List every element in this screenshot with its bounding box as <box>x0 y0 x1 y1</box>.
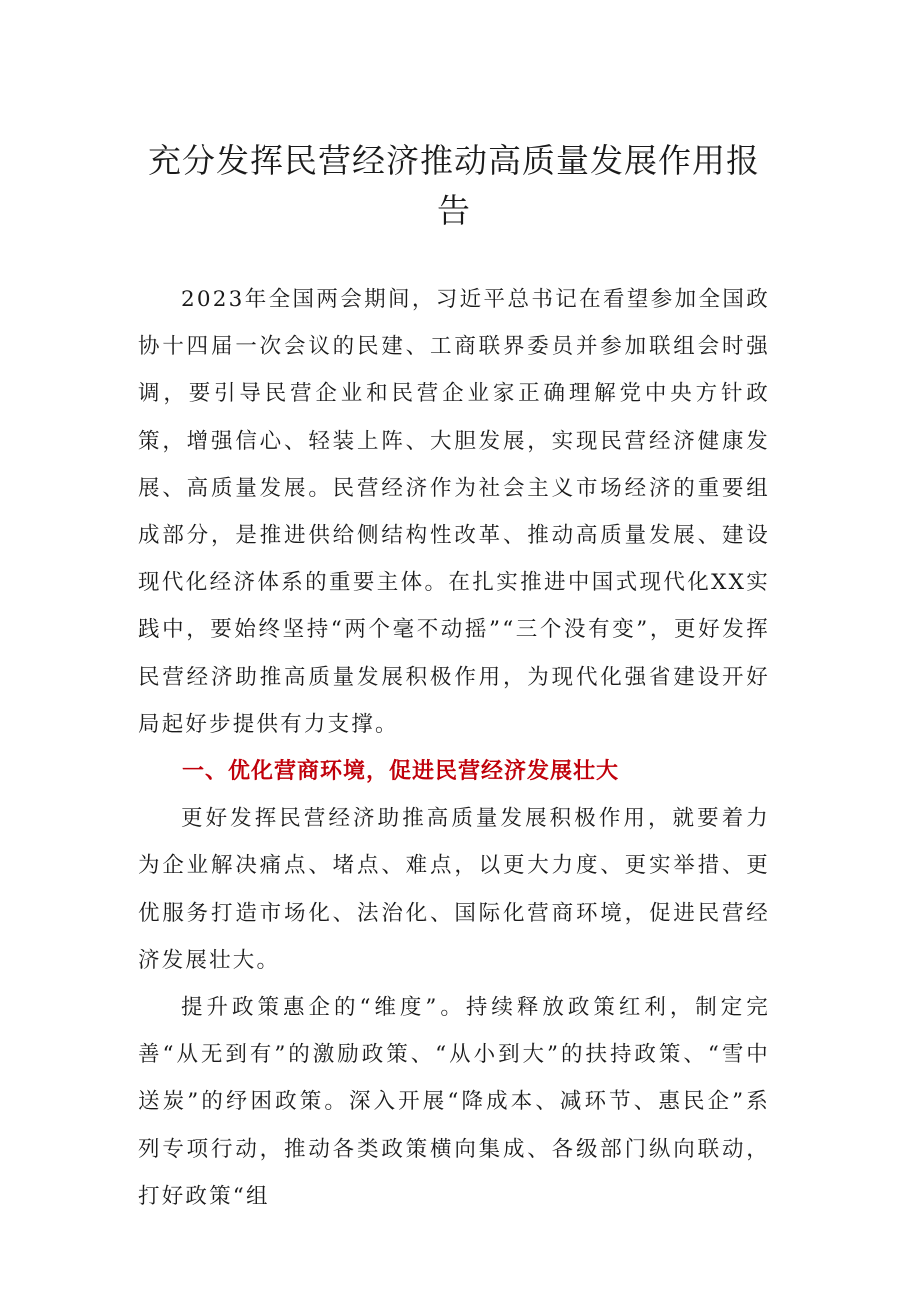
document-body <box>138 276 770 1220</box>
section-heading: 一、优化营商环境，促进民营经济发展壮大 <box>182 759 620 785</box>
section-paragraph-2: 提升政策惠企的“维度”。持续释放政策红利，制定完善“从无到有”的激励政策、“从小到大”的扶持政策、“雪中送炭”的纾困政策。深入开展“降成本、减环节、惠民企”系列专项行动，推动各类政策横向集成、各级部门纵向联动，打好政策“组 <box>138 995 770 1209</box>
intro-paragraph: 2023年全国两会期间，习近平总书记在看望参加全国政协十四届一次会议的民建、工商联界委员并参加联组会时强调，要引导民营企业和民营企业家正确理解党中央方针政策，增强信心、轻装上阵、大胆发展，实现民营经济健康发展、高质量发展。民营经济作为社会主义市场经济的重要组成部分，是推进供给侧结构性改革、推动高质量发展、建设现代化经济体系的重要主体。在扎实推进中国式现代化XX实践中，要始终坚持“两个毫不动摇”“三个没有变”，更好发挥民营经济助推高质量发展积极作用，为现代化强省建设开好局起好步提供有力支撑。 <box>138 287 770 737</box>
section-paragraph-1: 更好发挥民营经济助推高质量发展积极作用，就要着力为企业解决痛点、堵点、难点，以更大力度、更实举措、更优服务打造市场化、法治化、国际化营商环境，促进民营经济发展壮大。 <box>138 806 770 973</box>
document-title: 充分发挥民营经济推动高质量发展作用报告 <box>148 141 760 230</box>
